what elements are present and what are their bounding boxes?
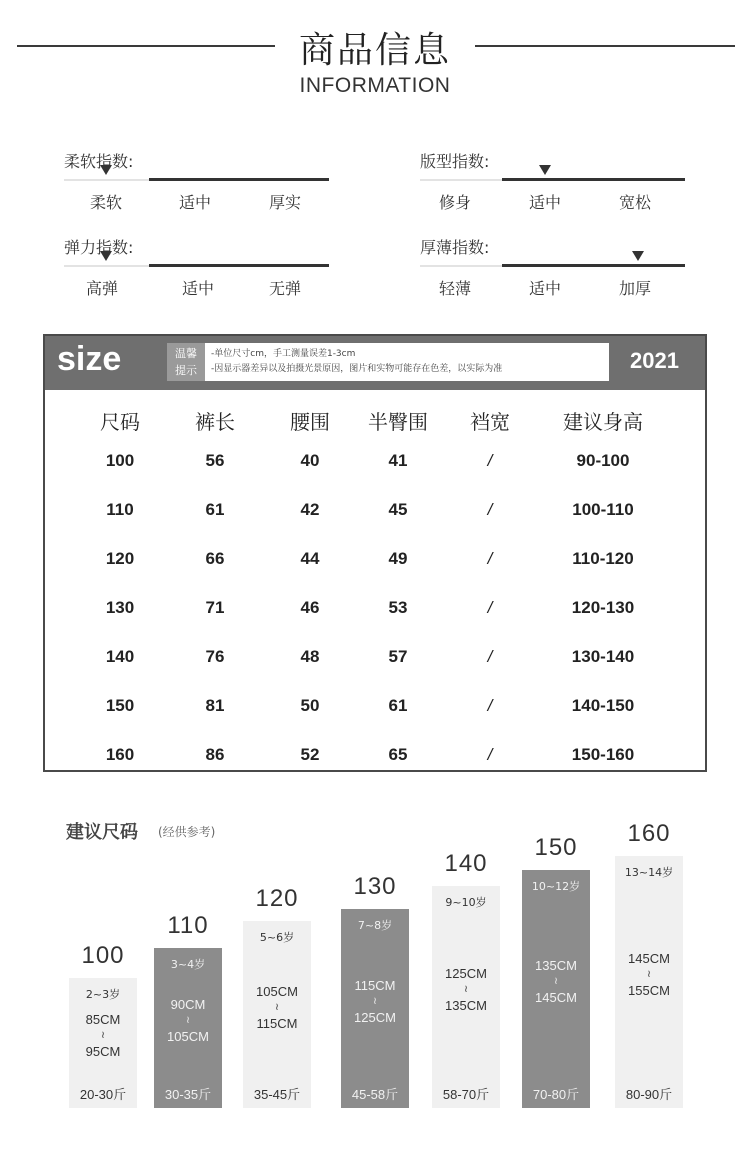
table-cell: 52	[300, 745, 320, 764]
size-bar	[341, 873, 409, 1108]
size-bar-label: 100	[81, 942, 125, 969]
table-cell: 90-100	[576, 451, 630, 470]
size-bar-label: 140	[444, 850, 488, 877]
height-min: 115CM	[354, 977, 396, 993]
table-cell: 150-160	[571, 745, 635, 764]
table-cell: 76	[205, 647, 225, 666]
weight-range: 45-58斤	[351, 1087, 399, 1102]
page-subtitle: INFORMATION	[299, 74, 451, 97]
fit-index	[420, 149, 685, 219]
index-label: 柔软指数:	[64, 152, 134, 171]
height-max: 145CM	[535, 990, 577, 1005]
height-min: 85CM	[85, 1012, 121, 1027]
table-cell: 49	[388, 549, 408, 568]
table-cell: 86	[205, 745, 225, 764]
range-tilde: ≀	[275, 1001, 279, 1013]
height-min: 125CM	[445, 966, 487, 981]
index-option: 柔软	[89, 193, 122, 212]
index-option: 适中	[528, 279, 561, 298]
table-cell: 100-110	[572, 500, 634, 519]
range-tilde: ≀	[464, 984, 468, 995]
index-option: 适中	[528, 193, 561, 212]
index-marker-icon	[539, 165, 551, 175]
size-bar-label: 110	[167, 912, 209, 939]
table-cell: /	[487, 549, 493, 568]
table-cell: 120	[105, 549, 135, 568]
table-cell: 110-120	[572, 549, 634, 568]
table-header-cell: 建议身高	[563, 410, 643, 434]
suggested-size-title: 建议尺码	[66, 822, 138, 843]
height-max: 155CM	[628, 983, 670, 998]
height-min: 105CM	[256, 983, 298, 999]
index-option: 适中	[178, 193, 211, 212]
table-cell: 140	[105, 647, 135, 666]
size-bar-label: 130	[353, 873, 397, 900]
weight-range: 80-90斤	[625, 1087, 673, 1102]
size-bar-label: 150	[534, 834, 578, 861]
size-bar-fill	[615, 856, 683, 1108]
weight-range: 70-80斤	[532, 1087, 580, 1102]
range-tilde: ≀	[554, 976, 558, 987]
note-line: -单位尺寸cm，手工测量误差1-3cm	[211, 349, 356, 359]
age-range: 7~8岁	[357, 919, 393, 932]
table-cell: 130-140	[571, 647, 635, 666]
table-cell: 61	[388, 696, 408, 715]
tip-label-line: 提示	[175, 364, 197, 377]
index-option: 高弹	[85, 279, 118, 298]
index-segment	[149, 264, 329, 267]
height-max: 135CM	[445, 998, 487, 1013]
size-bar-fill	[243, 921, 311, 1108]
table-cell: /	[487, 647, 493, 666]
range-tilde: ≀	[647, 969, 651, 980]
index-label: 版型指数:	[420, 152, 490, 171]
index-option: 轻薄	[438, 279, 471, 298]
table-cell: 42	[300, 500, 320, 519]
table-cell: 48	[300, 647, 320, 666]
height-min: 135CM	[535, 958, 577, 973]
range-tilde: ≀	[186, 1015, 190, 1026]
table-header-cell: 裤长	[195, 410, 235, 434]
size-bar-fill	[432, 886, 500, 1108]
table-cell: /	[487, 451, 493, 470]
table-header-cell: 半臀围	[368, 410, 428, 434]
age-range: 5~6岁	[259, 931, 295, 944]
index-option: 厚实	[268, 193, 301, 212]
size-bar-fill	[341, 909, 409, 1108]
size-heading: size	[57, 340, 122, 378]
table-cell: 56	[205, 451, 225, 470]
size-bar	[522, 834, 590, 1108]
thickness-index	[420, 235, 685, 305]
size-bar-fill	[69, 978, 137, 1108]
index-label: 弹力指数:	[64, 238, 134, 257]
table-cell: 61	[205, 500, 225, 519]
table-cell: 66	[205, 549, 225, 568]
height-min: 90CM	[170, 997, 206, 1012]
tip-label-line: 温馨	[175, 347, 197, 360]
table-cell: 100	[105, 451, 135, 470]
size-table-header-bar	[45, 336, 705, 390]
softness-index	[64, 149, 329, 219]
table-cell: 150	[105, 696, 135, 715]
height-max: 115CM	[256, 1015, 298, 1031]
index-marker-icon	[100, 165, 112, 175]
index-option: 无弹	[268, 279, 301, 298]
size-bar-fill	[154, 948, 222, 1108]
table-header-cell: 尺码	[100, 410, 140, 434]
table-cell: 53	[388, 598, 408, 617]
table-cell: /	[487, 598, 493, 617]
suggested-size-note: (经供参考)	[158, 825, 216, 839]
year-label: 2021	[630, 348, 679, 373]
table-cell: /	[487, 500, 493, 519]
height-max: 95CM	[85, 1044, 121, 1059]
tip-badge	[167, 343, 205, 381]
index-marker-icon	[632, 251, 644, 261]
note-line: -因显示器差异以及拍摄光景原因，图片和实物可能存在色差，以实际为准	[211, 364, 503, 374]
elasticity-index	[64, 235, 329, 305]
table-cell: 40	[300, 451, 320, 470]
size-bar	[432, 850, 500, 1108]
index-segment	[502, 178, 685, 181]
table-cell: 120-130	[571, 598, 635, 617]
index-option: 修身	[438, 193, 471, 212]
measurement-notes	[205, 343, 609, 381]
weight-range: 58-70斤	[442, 1087, 490, 1102]
table-cell: 65	[388, 745, 408, 764]
weight-range: 20-30斤	[79, 1087, 127, 1102]
table-cell: 71	[205, 598, 225, 617]
table-cell: 46	[300, 598, 320, 617]
index-segment	[502, 264, 685, 267]
size-bar-fill	[522, 870, 590, 1108]
table-cell: 44	[300, 549, 320, 568]
index-label: 厚薄指数:	[420, 238, 490, 257]
index-option: 适中	[181, 279, 214, 298]
table-cell: 81	[205, 696, 225, 715]
weight-range: 35-45斤	[253, 1087, 301, 1102]
table-cell: 50	[300, 696, 320, 715]
age-range: 13~14岁	[624, 866, 674, 879]
age-range: 3~4岁	[170, 958, 206, 971]
range-tilde: ≀	[373, 995, 377, 1007]
table-cell: 45	[388, 500, 408, 519]
table-header-cell: 腰围	[290, 410, 330, 434]
age-range: 9~10岁	[445, 896, 487, 909]
size-bar	[243, 885, 311, 1108]
table-cell: 110	[106, 500, 134, 519]
table-cell: 41	[388, 451, 408, 470]
range-tilde: ≀	[101, 1030, 105, 1041]
size-bar	[154, 912, 222, 1108]
table-cell: 130	[105, 598, 135, 617]
height-max: 105CM	[167, 1029, 209, 1044]
index-option: 加厚	[618, 279, 651, 298]
page-title: 商品信息	[298, 30, 451, 71]
index-option: 宽松	[618, 193, 651, 212]
size-bar	[69, 942, 137, 1108]
size-bar	[615, 820, 683, 1108]
table-cell: 140-150	[571, 696, 635, 715]
height-min: 145CM	[628, 951, 670, 966]
table-cell: 57	[388, 647, 408, 666]
size-bar-label: 160	[627, 820, 671, 847]
size-bar-label: 120	[255, 885, 299, 912]
index-marker-icon	[100, 251, 112, 261]
age-range: 2~3岁	[85, 988, 121, 1001]
table-header-cell: 裆宽	[470, 410, 510, 434]
index-segment	[149, 178, 329, 181]
height-max: 125CM	[354, 1009, 396, 1025]
age-range: 10~12岁	[531, 880, 581, 893]
weight-range: 30-35斤	[164, 1087, 212, 1102]
table-cell: /	[487, 745, 493, 764]
table-cell: /	[487, 696, 493, 715]
table-cell: 160	[105, 745, 135, 764]
